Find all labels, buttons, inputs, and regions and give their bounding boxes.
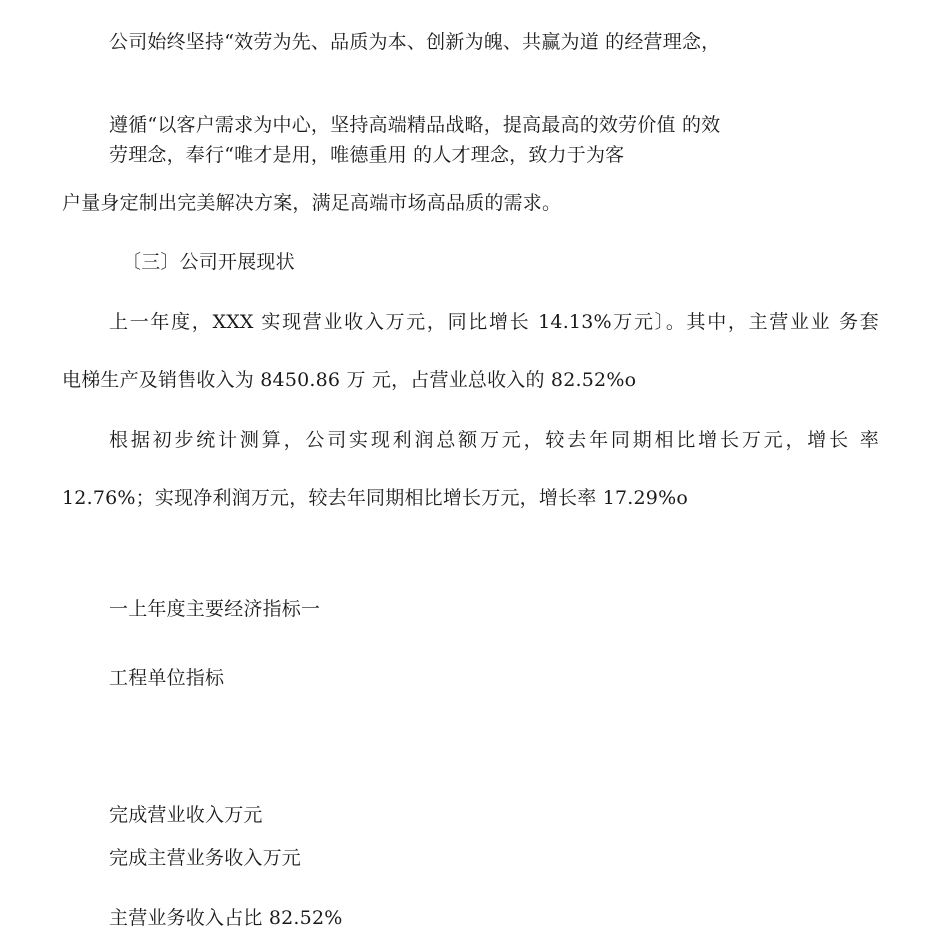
paragraph-profit-line-1: 根据初步统计测算，公司实现利润总额万元，较去年同期相比增长万元，增长 率 [109,429,879,451]
paragraph-customer-focus-line-2: 劳理念，奉行“唯才是用，唯德重用 的人才理念，致力于为客 [109,144,625,166]
table-header-project-unit-indicator: 工程单位指标 [109,667,225,689]
indicator-operating-revenue: 完成营业收入万元 [109,804,263,826]
paragraph-revenue-line-2: 电梯生产及销售收入为 8450.86 万 元，占营业总收入的 82.52%o [62,369,637,391]
paragraph-profit-line-2: 12.76%；实现净利润万元，较去年同期相比增长万元，增长率 17.29%o [62,487,688,509]
table-title-economic-indicators: 一上年度主要经济指标一 [109,598,321,620]
paragraph-customer-focus-line-1: 遵循“以客户需求为中心，坚持高端精品战略，提高最高的效劳价值 的效 [109,114,721,136]
paragraph-customer-focus-line-3: 户量身定制出完美解决方案，满足高端市场高品质的需求。 [62,192,562,214]
paragraph-revenue-line-1: 上一年度，XXX 实现营业收入万元，同比增长 14.13%万元〕。其中，主营业业 务套 [109,311,879,333]
indicator-main-business-share: 主营业务收入占比 82.52% [109,907,343,929]
paragraph-business-philosophy: 公司始终坚持“效劳为先、品质为本、创新为魄、共赢为道 的经营理念， [109,31,721,53]
section-heading-development-status: 〔三〕公司开展现状 [122,251,295,273]
indicator-main-business-revenue: 完成主营业务收入万元 [109,847,302,869]
